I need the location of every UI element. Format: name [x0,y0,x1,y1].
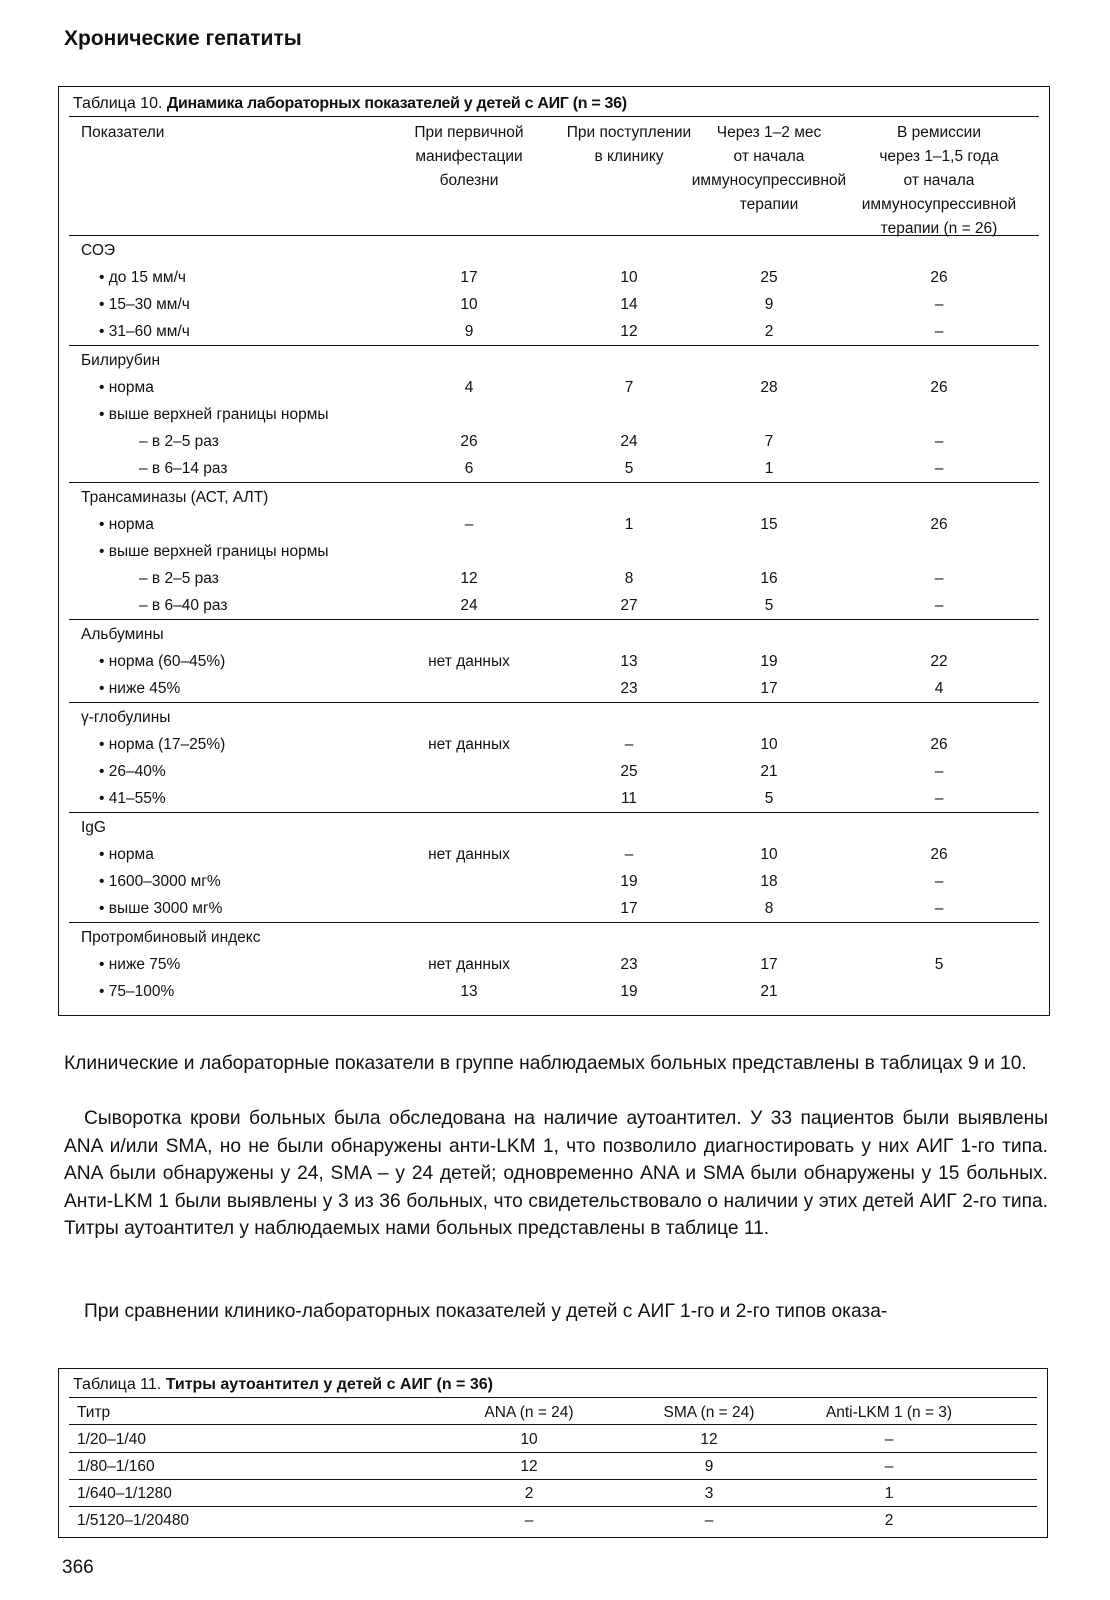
table-cell: – [934,433,944,450]
row-label: • 1600–3000 мг% [99,873,221,890]
column-header-line: Через 1–2 мес [716,124,822,141]
table-row [59,1507,1047,1534]
column-header-line: болезни [439,172,499,189]
table-cell: 5 [764,790,774,807]
table-cell: 15 [760,516,778,533]
table-row [59,264,1049,291]
table-cell: Anti-LKM 1 (n = 3) [825,1404,953,1421]
table-row [59,758,1049,785]
group-title: Билирубин [81,352,160,369]
header-row [59,1399,1047,1426]
table-cell: 12 [520,1458,538,1475]
row-label: • до 15 мм/ч [99,269,186,286]
table-cell: 1 [764,460,774,477]
table-cell: 6 [464,460,474,477]
group-header-row [59,704,1049,731]
table-rule [69,1424,1037,1425]
table-cell: 12 [460,570,478,587]
row-label: • 31–60 мм/ч [99,323,190,340]
table-cell: 17 [760,680,778,697]
table-cell: – [934,570,944,587]
column-header-line: в клинику [594,148,664,165]
table-row [59,428,1049,455]
row-label: • выше 3000 мг% [99,900,223,917]
table-cell: 21 [760,763,778,780]
table-rule [69,922,1039,923]
row-label: • 15–30 мм/ч [99,296,190,313]
table-cell: 12 [700,1431,718,1448]
table-cell: 5 [934,956,944,973]
column-header-line: Показатели [81,124,165,141]
table-cell: 25 [620,763,638,780]
table-cell: 19 [620,983,638,1000]
table-cell: нет данных [428,736,510,753]
table-row [59,511,1049,538]
row-label: • 26–40% [99,763,166,780]
row-label: • норма [99,846,154,863]
table-cell: 26 [930,379,948,396]
table-caption-number: Таблица 11. [73,1376,162,1393]
group-title: Альбумины [81,626,164,643]
table-caption [73,1376,493,1394]
table-row [59,731,1049,758]
table-caption [73,95,627,113]
group-title: IgG [81,819,106,836]
table-cell: 8 [764,900,774,917]
table-cell: 23 [620,680,638,697]
column-header-line: через 1–1,5 года [879,148,999,165]
table-cell: – [934,900,944,917]
table-cell: 23 [620,956,638,973]
table-cell: 3 [704,1485,714,1502]
table-rule [69,116,1039,117]
table-rule [69,235,1039,236]
table-cell: нет данных [428,956,510,973]
table-cell: – [704,1512,714,1529]
table-caption-title: Динамика лабораторных показателей у детей с АИГ (n = 36) [166,95,627,112]
column-header [854,121,1024,241]
table-row [59,455,1049,482]
page-number: 366 [62,1557,94,1578]
row-label: 1/20–1/40 [77,1431,146,1448]
group-header-row [59,814,1049,841]
column-header-line: от начала [903,172,975,189]
table-cell: – [624,736,634,753]
table-cell: 9 [464,323,474,340]
table-cell: – [884,1458,894,1475]
table-cell: 14 [620,296,638,313]
table-cell: – [934,873,944,890]
table-cell: 19 [620,873,638,890]
group-title: СОЭ [81,242,116,259]
table-cell: – [624,846,634,863]
row-label: • норма (60–45%) [99,653,226,670]
autoantibody-titers-table [58,1368,1048,1538]
table-cell: 5 [624,460,634,477]
table-cell: SMA (n = 24) [663,1404,755,1421]
table-cell: 9 [764,296,774,313]
table-cell: – [934,460,944,477]
column-header-line: терапии [739,196,799,213]
table-cell: 10 [460,296,478,313]
table-cell: 17 [620,900,638,917]
row-label: • норма [99,516,154,533]
row-label: • ниже 45% [99,680,181,697]
table-cell: 7 [764,433,774,450]
table-cell: 16 [760,570,778,587]
table-cell: 28 [760,379,778,396]
table-row [59,592,1049,619]
paragraph: Сыворотка крови больных была обследована на наличие аутоантител. У 33 пациентов были выявлены ANA и/или SMA, но не были обнаружены анти-LKM 1, что позволило диагностировать у них АИГ 1-го типа. ANA были обнаружены у 24, SMA – у 24 детей; одновременно ANA и SMA были обнаружены у 15 больных. Анти-LKM 1 были выявлены у 3 из 36 больных, что свидетельствовало о наличии у этих детей АИГ 2-го типа. Титры аутоантител у наблюдаемых нами больных представлены в таблице 11. [64,1108,1048,1239]
table-cell: – [524,1512,534,1529]
table-cell: 19 [760,653,778,670]
table-row [59,1426,1047,1453]
table-cell: – [934,763,944,780]
table-cell: 1 [624,516,634,533]
row-label: • норма [99,379,154,396]
table-cell: 24 [620,433,638,450]
table-caption-title: Титры аутоантител у детей с АИГ (n = 36) [165,1376,493,1393]
table-row [59,318,1049,345]
column-header-line: При поступлении [566,124,692,141]
row-label: • выше верхней границы нормы [99,406,329,423]
row-label: – в 6–40 раз [139,597,228,614]
table-cell: 11 [620,790,638,807]
table-cell: 10 [520,1431,538,1448]
row-label: 1/80–1/160 [77,1458,155,1475]
table-row [59,785,1049,812]
table-row [59,565,1049,592]
table-cell: 13 [620,653,638,670]
paragraph: При сравнении клинико-лабораторных показателей у детей с АИГ 1-го и 2-го типов оказа- [84,1301,888,1322]
row-label: • 41–55% [99,790,166,807]
table-cell: 26 [930,846,948,863]
table-caption-number: Таблица 10. [73,95,163,112]
group-title: Трансаминазы (АСТ, АЛТ) [81,489,269,506]
column-header-line: В ремиссии [896,124,982,141]
group-header-row [59,621,1049,648]
table-cell: – [934,296,944,313]
table-row [59,978,1049,1005]
lab-dynamics-table [58,86,1050,1016]
group-header-row [59,924,1049,951]
table-cell: 12 [620,323,638,340]
row-label: 1/5120–1/20480 [77,1512,190,1529]
table-row [59,1480,1047,1507]
column-header-line: иммуносупрессивной [691,172,847,189]
group-header-row [59,237,1049,264]
table-cell: 10 [760,846,778,863]
table-cell: 18 [760,873,778,890]
table-cell: 27 [620,597,638,614]
row-label: • ниже 75% [99,956,181,973]
table-cell: 22 [930,653,948,670]
column-header [81,121,381,145]
table-cell: 17 [760,956,778,973]
column-header-line: При первичной [414,124,524,141]
column-header-line: манифестации [415,148,523,165]
table-cell: 21 [760,983,778,1000]
table-rule [69,619,1039,620]
column-header-line: иммуносупрессивной [861,196,1017,213]
table-row [59,951,1049,978]
page-title: Хронические гепатиты [64,27,302,50]
table-cell: 2 [884,1512,894,1529]
table-row [59,538,1049,565]
table-cell: – [934,597,944,614]
row-label: • выше верхней границы нормы [99,543,329,560]
table-cell: 8 [624,570,634,587]
table-rule [69,702,1039,703]
table-rule [69,1397,1037,1398]
column-header-line: терапии (n = 26) [880,220,998,237]
table-cell: – [934,790,944,807]
group-title: γ-глобулины [81,709,171,726]
row-label: 1/640–1/1280 [77,1485,172,1502]
table-cell: 1 [884,1485,894,1502]
row-label: • 75–100% [99,983,175,1000]
table-cell: 25 [760,269,778,286]
table-rule [69,812,1039,813]
table-row [59,648,1049,675]
table-cell: – [934,323,944,340]
row-label: – в 6–14 раз [139,460,228,477]
column-header-line: от начала [733,148,805,165]
table-cell: 24 [460,597,478,614]
row-label: – в 2–5 раз [139,433,219,450]
table-cell: 26 [930,516,948,533]
table-row [59,675,1049,702]
table-row [59,374,1049,401]
table-cell: 4 [934,680,944,697]
table-rule [69,482,1039,483]
table-cell: 7 [624,379,634,396]
row-label: – в 2–5 раз [139,570,219,587]
row-label: • норма (17–25%) [99,736,226,753]
table-row [59,291,1049,318]
table-row [59,401,1049,428]
table-cell: 10 [620,269,638,286]
table-row [59,868,1049,895]
group-header-row [59,484,1049,511]
table-cell: 17 [460,269,478,286]
table-rule [69,345,1039,346]
table-cell: ANA (n = 24) [484,1404,574,1421]
table-cell: – [464,516,474,533]
table-cell: 4 [464,379,474,396]
table-cell: 9 [704,1458,714,1475]
table-cell: 26 [930,736,948,753]
table-cell: 13 [460,983,478,1000]
column-header [384,121,554,193]
table-cell: нет данных [428,846,510,863]
row-label: Титр [77,1404,111,1421]
table-row [59,1453,1047,1480]
group-title: Протромбиновый индекс [81,929,261,946]
group-header-row [59,347,1049,374]
table-cell: 2 [764,323,774,340]
table-cell: 10 [760,736,778,753]
table-cell: 5 [764,597,774,614]
table-cell: 26 [460,433,478,450]
table-row [59,841,1049,868]
table-row [59,895,1049,922]
table-cell: нет данных [428,653,510,670]
table-cell: – [884,1431,894,1448]
paragraph: Клинические и лабораторные показатели в группе наблюдаемых больных представлены в таблицах 9 и 10. [64,1053,1027,1074]
table-cell: 26 [930,269,948,286]
column-header [684,121,854,217]
table-cell: 2 [524,1485,534,1502]
